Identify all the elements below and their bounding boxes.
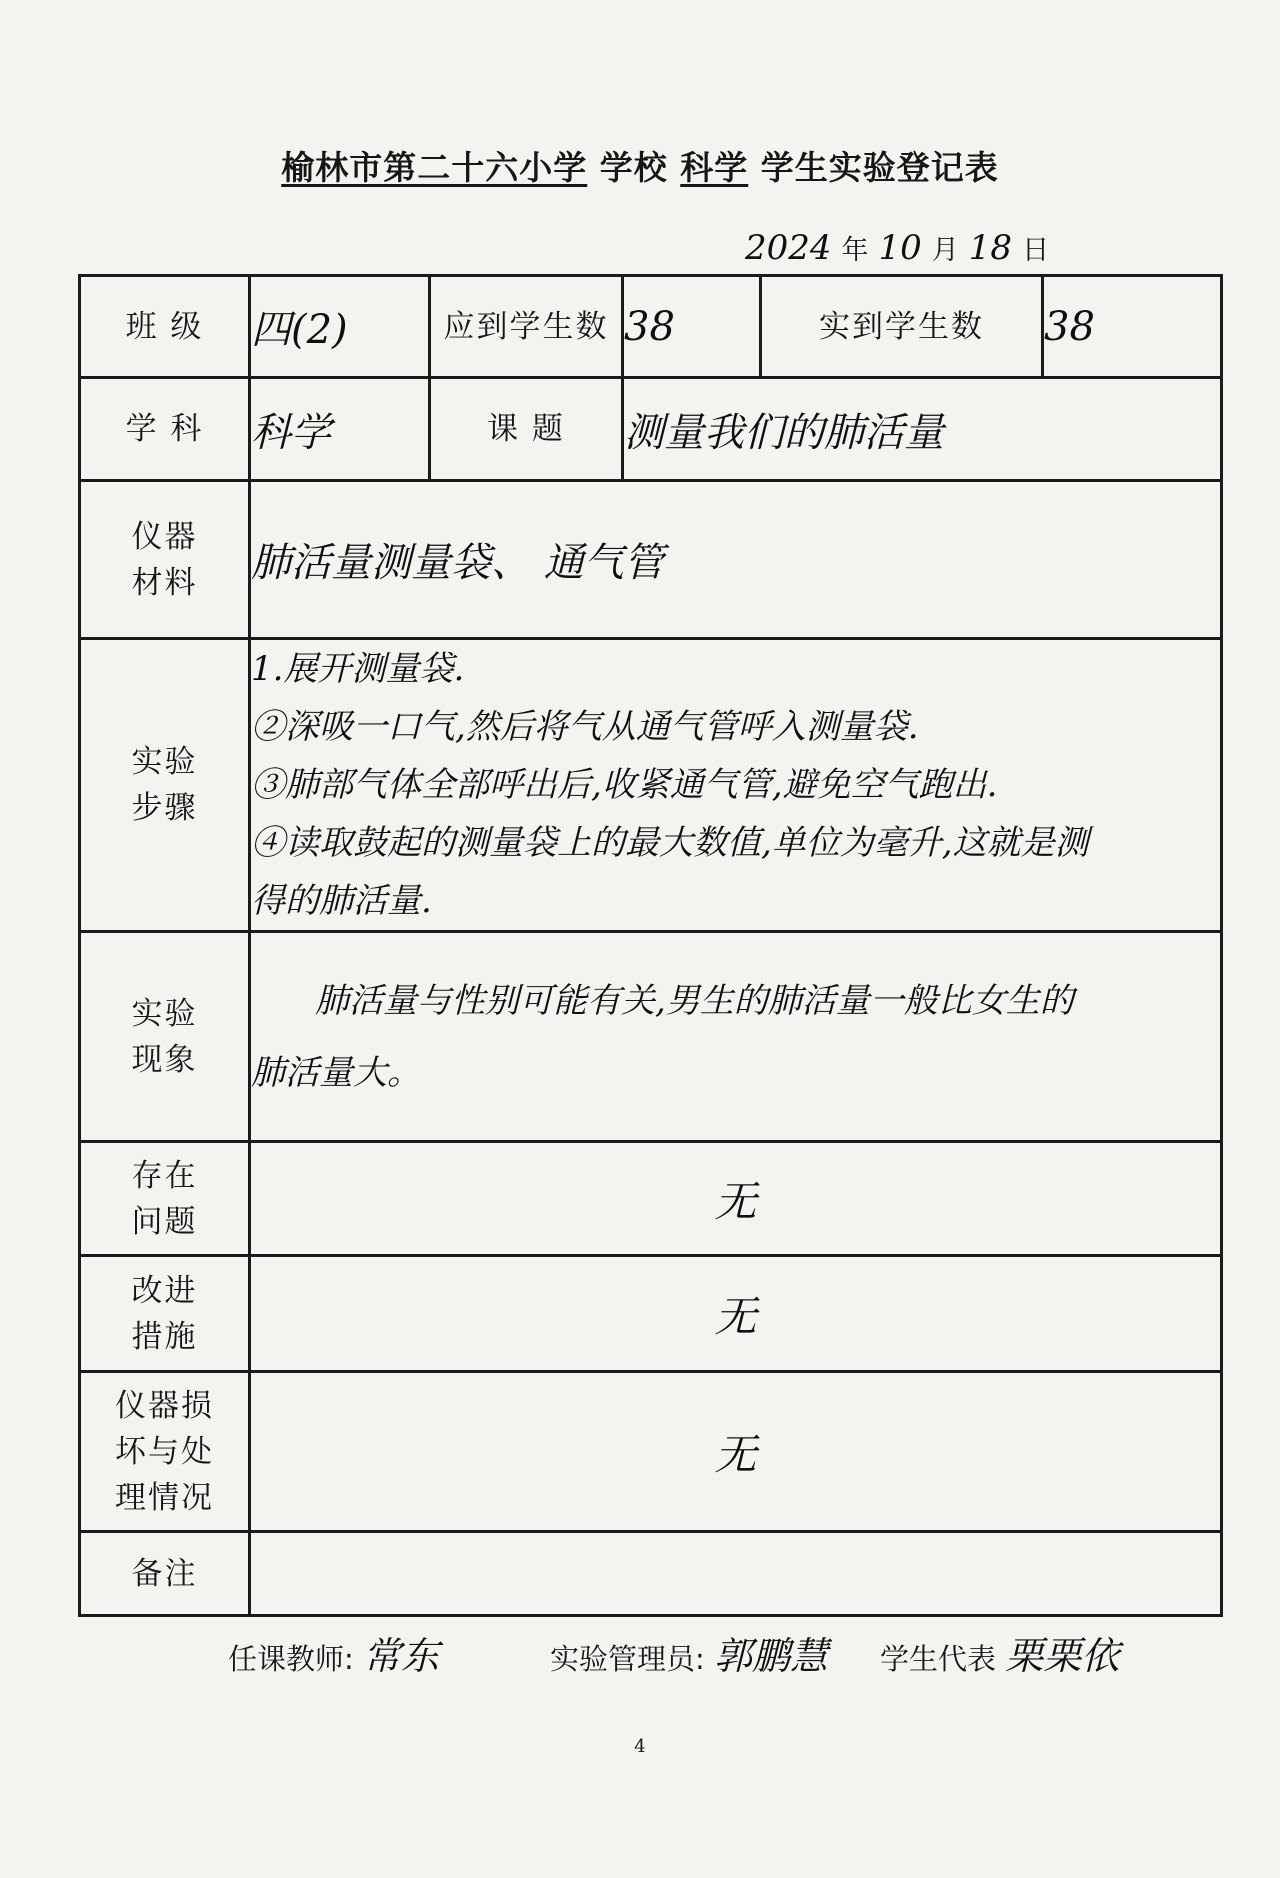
damage-label <box>80 1372 250 1532</box>
student-label: 学生代表 <box>880 1642 997 1676</box>
actual-students-value: 38 <box>1043 276 1222 378</box>
teacher-value: 常东 <box>363 1634 440 1678</box>
problems-value: 无 <box>250 1142 1222 1256</box>
row-class-info <box>80 276 1222 378</box>
class-label: 班 级 <box>80 276 250 378</box>
subject-value: 科学 <box>250 378 430 481</box>
date-year: 2024 <box>745 228 832 268</box>
remarks-label: 备注 <box>80 1532 250 1616</box>
admin-signature <box>550 1625 828 1680</box>
problems-label-line2: 问题 <box>131 1203 198 1240</box>
date-month: 10 <box>878 228 922 268</box>
equipment-value: 肺活量测量袋、 通气管 <box>250 481 1222 639</box>
phenomenon-line: 肺活量大。 <box>251 1052 421 1093</box>
damage-label-line3: 理情况 <box>115 1479 214 1516</box>
admin-label: 实验管理员: <box>550 1642 705 1676</box>
date-day: 18 <box>968 228 1013 268</box>
student-signature <box>880 1625 1119 1680</box>
equipment-label-line1: 仪器 <box>131 518 198 555</box>
form-name: 学生实验登记表 <box>760 148 999 187</box>
form-title <box>0 142 1280 189</box>
actual-students-label: 实到学生数 <box>761 276 1043 378</box>
steps-label <box>80 639 250 932</box>
row-improvements <box>80 1256 1222 1372</box>
step-line: 1.展开测量袋. <box>251 649 465 689</box>
teacher-label: 任课教师: <box>228 1642 354 1676</box>
equipment-label <box>80 481 250 639</box>
expected-students-value: 38 <box>623 276 761 378</box>
date-line <box>745 228 1059 268</box>
phenomenon-label-line2: 现象 <box>131 1041 198 1078</box>
row-equipment <box>80 481 1222 639</box>
steps-label-line2: 步骤 <box>131 790 198 826</box>
steps-content <box>250 639 1222 932</box>
phenomenon-content <box>250 932 1222 1142</box>
topic-value: 测量我们的肺活量 <box>623 378 1222 481</box>
steps-label-line1: 实验 <box>131 744 198 780</box>
expected-students-label: 应到学生数 <box>430 276 623 378</box>
phenomenon-label-line1: 实验 <box>131 995 198 1032</box>
row-problems <box>80 1142 1222 1256</box>
topic-label: 课 题 <box>430 378 623 481</box>
damage-label-line2: 坏与处 <box>115 1433 214 1470</box>
step-line: ②深吸一口气,然后将气从通气管呼入测量袋. <box>251 707 919 747</box>
student-value: 栗栗依 <box>1005 1634 1120 1678</box>
teacher-signature <box>228 1625 439 1680</box>
admin-value: 郭鹏慧 <box>714 1634 829 1678</box>
step-line: ③肺部气体全部呼出后,收紧通气管,避免空气跑出. <box>251 765 998 805</box>
improvements-value: 无 <box>250 1256 1222 1372</box>
school-suffix: 学校 <box>599 148 668 187</box>
remarks-value <box>250 1532 1222 1616</box>
row-phenomenon <box>80 932 1222 1142</box>
experiment-record-table <box>78 274 1223 1617</box>
problems-label <box>80 1142 250 1256</box>
step-line: ④读取鼓起的测量袋上的最大数值,单位为毫升,这就是测 <box>251 823 1089 863</box>
problems-label-line1: 存在 <box>131 1157 198 1194</box>
damage-value: 无 <box>250 1372 1222 1532</box>
row-steps <box>80 639 1222 932</box>
year-label: 年 <box>841 235 869 266</box>
month-label: 月 <box>931 235 959 266</box>
equipment-label-line2: 材料 <box>131 564 198 601</box>
damage-label-line1: 仪器损 <box>115 1387 214 1424</box>
improvements-label <box>80 1256 250 1372</box>
phenomenon-line: 肺活量与性别可能有关,男生的肺活量一般比女生的 <box>315 980 1074 1021</box>
phenomenon-label <box>80 932 250 1142</box>
row-damage <box>80 1372 1222 1532</box>
subject-label: 学 科 <box>80 378 250 481</box>
improvements-label-line2: 措施 <box>131 1318 198 1355</box>
subject-name: 科学 <box>680 148 749 187</box>
page-number: 4 <box>634 1736 646 1757</box>
row-remarks <box>80 1532 1222 1616</box>
step-line: 得的肺活量. <box>251 881 432 921</box>
class-value: 四(2) <box>250 276 430 378</box>
school-name: 榆林市第二十六小学 <box>281 148 588 187</box>
day-label: 日 <box>1022 235 1050 266</box>
improvements-label-line1: 改进 <box>131 1272 198 1309</box>
row-subject <box>80 378 1222 481</box>
